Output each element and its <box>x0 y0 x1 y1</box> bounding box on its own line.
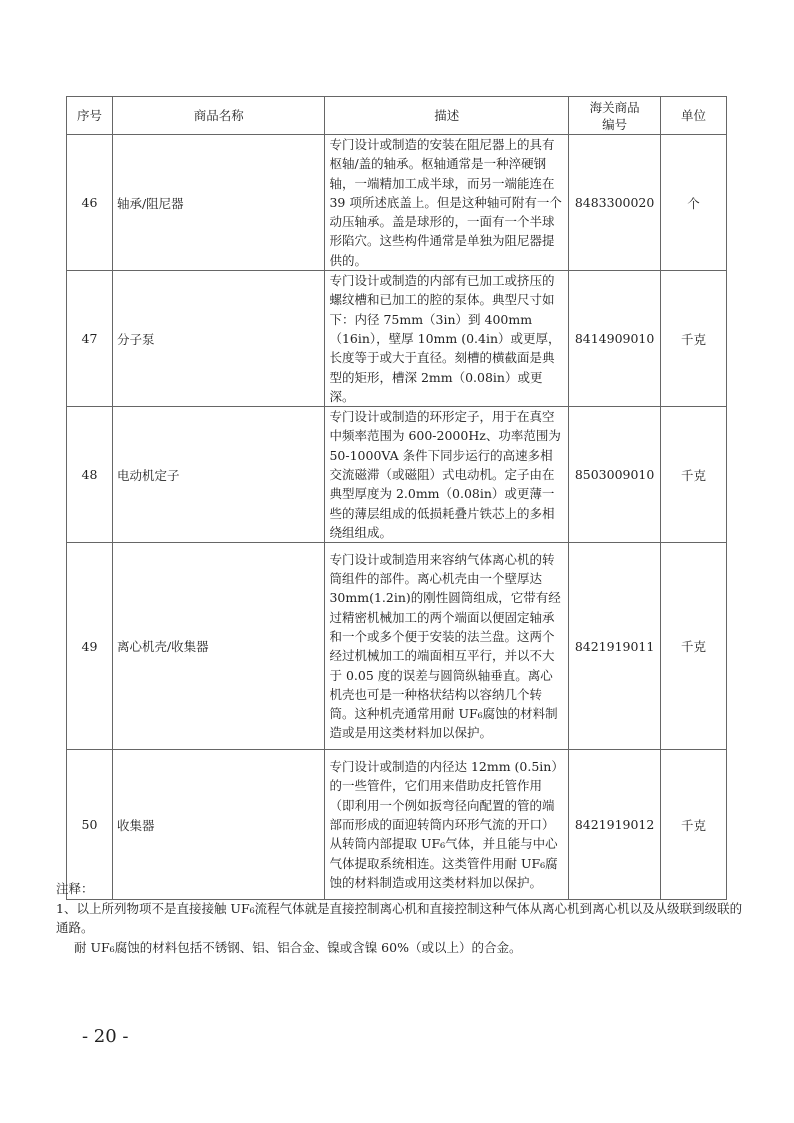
table-row <box>67 271 727 407</box>
page-number: - 20 - <box>82 1026 129 1047</box>
row-code: 8414909010 <box>569 271 661 407</box>
table-row <box>67 750 727 900</box>
notes-line2: 耐 UF₆腐蚀的材料包括不锈钢、铝、铝合金、镍或含镍 60%（或以上）的合金。 <box>74 939 522 955</box>
row-unit: 千克 <box>661 271 727 407</box>
row-unit: 千克 <box>661 407 727 543</box>
row-no: 47 <box>67 271 113 407</box>
row-name: 轴承/阻尼器 <box>112 135 325 271</box>
header-no: 序号 <box>67 97 113 135</box>
row-desc: 专门设计或制造的内部有已加工或挤压的螺纹槽和已加工的腔的泵体。典型尺寸如下：内径 75mm（3in）到 400mm（16in），壁厚 10mm (0.4in）或更厚，长度等于或大于直径。刻槽的横截面是典型的矩形，槽深 2mm（0.08in）或更深。 <box>325 271 569 407</box>
header-unit: 单位 <box>661 97 727 135</box>
notes <box>56 879 746 957</box>
row-unit: 千克 <box>661 543 727 750</box>
row-desc: 专门设计或制造的内径达 12mm (0.5in）的一些管件，它们用来借助皮托管作用（即利用一个例如扳弯径向配置的管的端部而形成的面迎转筒内环形气流的开口）从转筒内部提取 UF₆气体，并且能与中心气体提取系统相连。这类管件用耐 UF₆腐蚀的材料制造或用这类材料加以保护。 <box>325 750 569 900</box>
row-unit: 千克 <box>661 750 727 900</box>
row-code: 8483300020 <box>569 135 661 271</box>
table-header-row <box>67 97 727 135</box>
header-desc: 描述 <box>325 97 569 135</box>
table-row <box>67 407 727 543</box>
goods-table <box>66 96 727 900</box>
row-no: 48 <box>67 407 113 543</box>
header-code-line2: 编号 <box>602 116 628 132</box>
row-code: 8421919012 <box>569 750 661 900</box>
row-name: 离心机壳/收集器 <box>112 543 325 750</box>
row-desc: 专门设计或制造的环形定子，用于在真空中频率范围为 600-2000Hz、功率范围为 50-1000VA 条件下同步运行的高速多相交流磁滞（或磁阻）式电动机。定子由在典型厚度为 2.0mm（0.08in）或更薄一些的薄层组成的低损耗叠片铁芯上的多相绕组组成。 <box>325 407 569 543</box>
header-name: 商品名称 <box>112 97 325 135</box>
header-code-line1: 海关商品 <box>589 99 640 115</box>
row-desc: 专门设计或制造的安装在阻尼器上的具有枢轴/盖的轴承。枢轴通常是一种淬硬钢轴，一端精加工成半球，而另一端能连在 39 项所述底盖上。但是这种轴可附有一个动压轴承。盖是球形的，一面有一个半球形陷穴。这些构件通常是单独为阻尼器提供的。 <box>325 135 569 271</box>
row-no: 50 <box>67 750 113 900</box>
row-desc: 专门设计或制造用来容纳气体离心机的转筒组件的部件。离心机壳由一个壁厚达 30mm(1.2in)的刚性圆筒组成，它带有经过精密机械加工的两个端面以便固定轴承和一个或多个便于安装的法兰盘。这两个经过机械加工的端面相互平行，并以不大于 0.05 度的误差与圆筒纵轴垂直。离心机壳也可是一种格状结构以容纳几个转筒。这种机壳通常用耐 UF₆腐蚀的材料制造或是用这类材料加以保护。 <box>325 543 569 750</box>
row-no: 46 <box>67 135 113 271</box>
table-row <box>67 135 727 271</box>
row-name: 分子泵 <box>112 271 325 407</box>
notes-line1: 1、以上所列物项不是直接接触 UF₆流程气体就是直接控制离心机和直接控制这种气体从离心机到离心机以及从级联到级联的通路。 <box>56 900 743 935</box>
row-name: 电动机定子 <box>112 407 325 543</box>
row-name: 收集器 <box>112 750 325 900</box>
row-code: 8421919011 <box>569 543 661 750</box>
notes-title: 注释： <box>56 881 94 896</box>
row-unit: 个 <box>661 135 727 271</box>
row-code: 8503009010 <box>569 407 661 543</box>
row-no: 49 <box>67 543 113 750</box>
header-code <box>569 97 661 135</box>
table-row <box>67 543 727 750</box>
